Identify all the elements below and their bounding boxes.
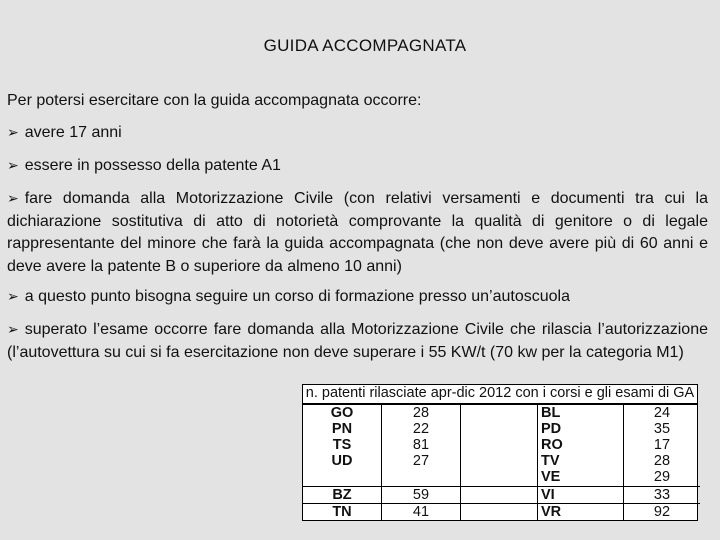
- count-cell: 35: [624, 421, 701, 437]
- empty-cell: [461, 486, 538, 503]
- province-cell: BL: [538, 405, 624, 421]
- count-cell: [382, 470, 461, 487]
- table-caption: n. patenti rilasciate apr-dic 2012 con i corsi e gli esami di GA: [303, 385, 697, 405]
- province-cell: RO: [538, 437, 624, 453]
- count-cell: 29: [624, 470, 701, 487]
- bullet-license: [7, 155, 708, 178]
- bullet-authorization: [7, 319, 708, 364]
- empty-cell: [461, 470, 538, 487]
- arrow-bullet-icon: ➢: [7, 125, 19, 141]
- empty-cell: [461, 405, 538, 421]
- count-cell: 81: [382, 437, 461, 453]
- count-cell: 59: [382, 486, 461, 503]
- province-cell: UD: [331, 453, 353, 470]
- count-cell: 92: [624, 504, 701, 521]
- arrow-bullet-icon: ➢: [7, 322, 19, 338]
- count-cell: 28: [382, 405, 461, 421]
- count-cell: 17: [624, 437, 701, 453]
- arrow-bullet-icon: ➢: [7, 289, 19, 305]
- intro-text: Per potersi esercitare con la guida accompagnata occorre:: [7, 92, 422, 109]
- licenses-grid: [303, 405, 700, 520]
- province-cell: TV: [538, 454, 624, 470]
- province-cell: VI: [538, 486, 624, 503]
- table-row: [303, 454, 700, 470]
- count-cell: 41: [382, 504, 461, 521]
- province-cell: VR: [538, 504, 624, 521]
- empty-cell: [461, 454, 538, 470]
- province-cell: TN: [303, 504, 382, 521]
- table-row: [303, 470, 700, 487]
- page-title: GUIDA ACCOMPAGNATA: [263, 36, 467, 55]
- table-row: [303, 405, 700, 421]
- bullet-text: avere 17 anni: [24, 124, 122, 141]
- count-cell: 27: [382, 454, 461, 470]
- bullet-text: superato l’esame occorre fare domanda alla Motorizzazione Civile che rilascia l’autorizzazione (l’autovettura su cui si fa esercitazione non deve superare i 55 KW/t (70 kw per la categoria M1): [7, 321, 708, 361]
- province-cell: BZ: [303, 486, 382, 503]
- empty-cell: [461, 437, 538, 453]
- table-row: [303, 437, 700, 453]
- licenses-table: [302, 384, 698, 521]
- arrow-bullet-icon: ➢: [7, 191, 19, 207]
- province-cell: PD: [538, 421, 624, 437]
- bullet-text: essere in possesso della patente A1: [24, 157, 281, 174]
- bullet-age: [7, 122, 708, 145]
- count-cell: 33: [624, 486, 701, 503]
- table-row: [303, 504, 700, 521]
- province-cell: VE: [538, 470, 624, 487]
- empty-cell: [461, 504, 538, 521]
- bullet-application: [7, 188, 708, 278]
- province-cell: [303, 470, 382, 487]
- empty-cell: [461, 421, 538, 437]
- count-cell: 28: [624, 454, 701, 470]
- bullet-text: a questo punto bisogna seguire un corso di formazione presso un’autoscuola: [24, 288, 570, 305]
- bullet-text: fare domanda alla Motorizzazione Civile (con relativi versamenti e documenti tra cui la dichiarazione sostitutiva di atto di notorietà comprovante la qualità di genitore o di legale rappresentante del minore che farà la guida accompagnata (che non deve avere più di 60 anni e deve avere la patente B o superiore da almeno 10 anni): [7, 190, 708, 275]
- arrow-bullet-icon: ➢: [7, 158, 19, 174]
- count-cell: 22: [382, 421, 461, 437]
- table-row: [303, 421, 700, 437]
- province-cell: GO: [330, 404, 354, 421]
- province-cell: PN: [331, 420, 353, 437]
- bullet-course: [7, 286, 708, 309]
- table-row: [303, 486, 700, 503]
- count-cell: 24: [624, 405, 701, 421]
- province-cell: TS: [332, 436, 352, 453]
